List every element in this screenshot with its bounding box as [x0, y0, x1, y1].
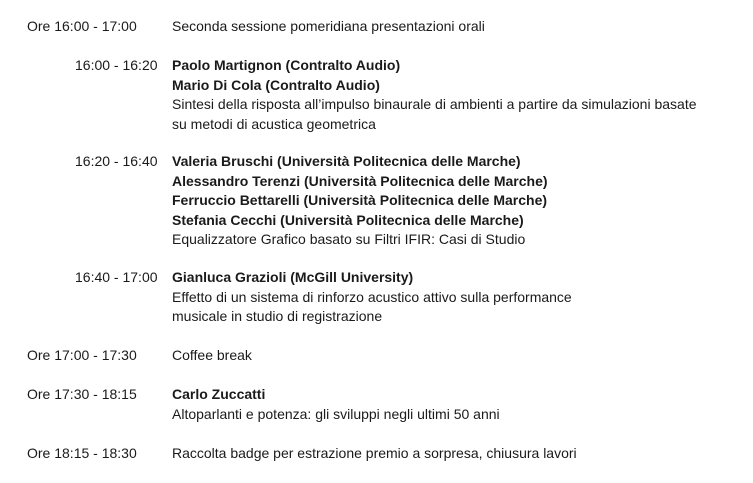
entry-content: [172, 17, 747, 37]
entry-content: [172, 152, 747, 250]
entry-speaker: Alessandro Terenzi (Università Politecnica delle Marche): [172, 172, 548, 189]
entry-content: [172, 56, 747, 134]
entry-speaker: Valeria Bruschi (Università Politecnica delle Marche): [172, 153, 521, 169]
entry-speaker: Mario Di Cola (Contralto Audio): [172, 76, 380, 93]
entry-description: Sintesi della risposta all’impulso binaurale di ambienti a partire da simulazioni basate: [172, 96, 697, 112]
entry-speaker: Stefania Cecchi (Università Politecnica delle Marche): [172, 211, 524, 228]
entry-content: [172, 385, 747, 424]
entry-description: Effetto di un sistema di rinforzo acustico attivo sulla performance: [172, 288, 572, 305]
entry-description: Raccolta badge per estrazione premio a sorpresa, chiusura lavori: [172, 445, 577, 461]
entry-description: Altoparlanti e potenza: gli sviluppi negli ultimi 50 anni: [172, 405, 500, 422]
entry-speaker: Carlo Zuccatti: [172, 386, 266, 402]
entry-content: [172, 444, 747, 464]
entry-time: 16:20 - 16:40: [75, 153, 158, 169]
entry-description: Equalizzatore Grafico basato su Filtri IFIR: Casi di Studio: [172, 231, 526, 247]
entry-time: Ore 16:00 - 17:00: [27, 18, 137, 34]
entry-description: Seconda sessione pomeridiana presentazioni orali: [172, 18, 485, 34]
entry-speaker: Gianluca Grazioli (McGill University): [172, 269, 414, 285]
entry-time: Ore 17:30 - 18:15: [27, 386, 137, 402]
entry-content: [172, 268, 747, 327]
entry-time: 16:00 - 16:20: [75, 57, 158, 73]
entry-description: su metodi di acustica geometrica: [172, 115, 376, 132]
entry-speaker: Paolo Martignon (Contralto Audio): [172, 57, 401, 73]
entry-time: Ore 18:15 - 18:30: [27, 445, 137, 461]
entry-description: Coffee break: [172, 347, 252, 363]
entry-time: 16:40 - 17:00: [75, 269, 158, 285]
entry-time: Ore 17:00 - 17:30: [27, 347, 137, 363]
entry-content: [172, 346, 747, 366]
entry-description: musicale in studio di registrazione: [172, 308, 383, 324]
entry-speaker: Ferruccio Bettarelli (Università Politecnica delle Marche): [172, 192, 548, 208]
